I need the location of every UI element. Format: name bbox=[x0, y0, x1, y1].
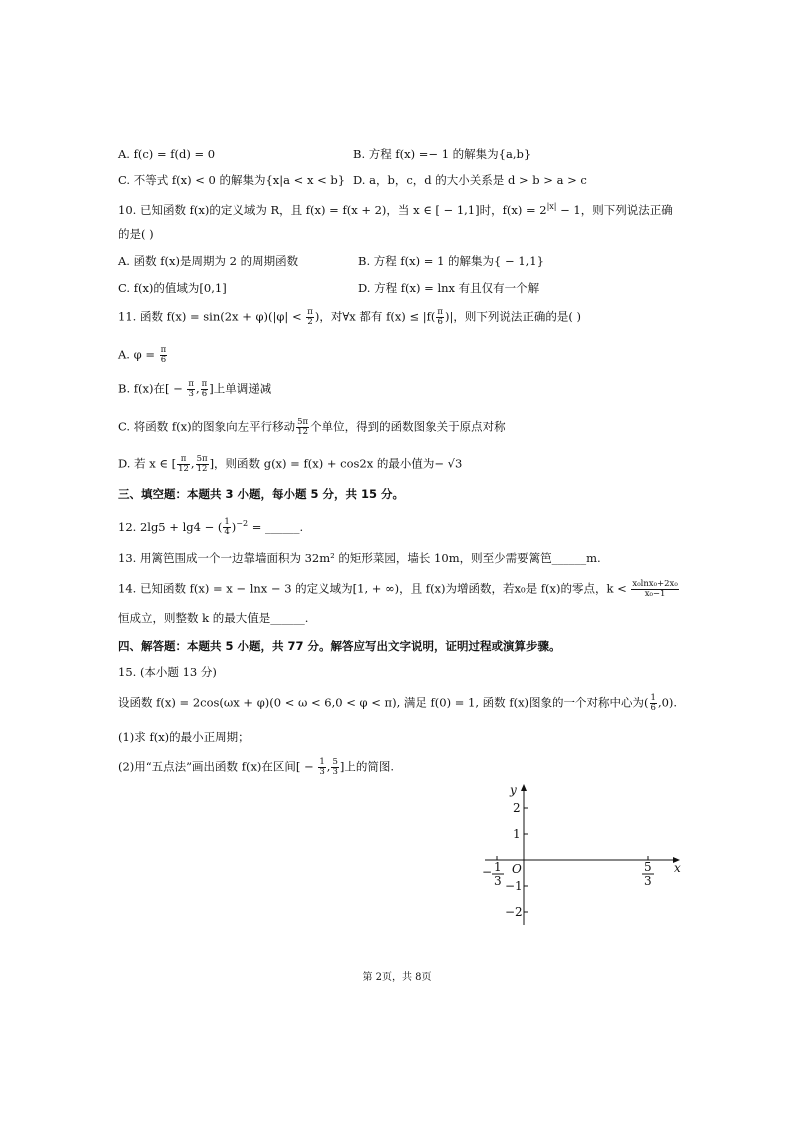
x-tick-neg-sign: − bbox=[482, 865, 493, 879]
y-axis-label: y bbox=[510, 783, 517, 797]
question-13: 13. 用篱笆围成一个一边靠墙面积为 32m² 的矩形菜园，墙长 10m，则至少需要篱笆______m. bbox=[118, 551, 601, 565]
y-tick-label-m2: −2 bbox=[505, 905, 523, 919]
question-14: 14. 已知函数 f(x) = x − lnx − 3 的定义域为[1, + ∞)，且 f(x)为增函数，若x₀是 f(x)的零点，k < $\frac{\text{x₀lnx₀+2x₀}}{\text{x₀−1}}$ bbox=[118, 579, 678, 599]
option-11c: C. 将函数 f(x)的图象向左平行移动 $\frac{5\pi}{12}$ 个单位，得到的函数图象关于原点对称 bbox=[118, 417, 506, 437]
option-9a: A. f(c) = f(d) = 0 bbox=[118, 147, 216, 161]
y-tick-label-1: 1 bbox=[513, 827, 521, 841]
question-10-stem: 10. 已知函数 f(x)的定义域为 R，且 f(x) = f(x + 2)，当 x ∈ [ − 1,1]时，$f(x) = 2^{|x|} - 1$，则下列说法正确 bbox=[118, 202, 673, 217]
origin-label: O bbox=[512, 862, 522, 876]
y-axis-arrow bbox=[521, 784, 527, 791]
option-10a: A. 函数 f(x)是周期为 2 的周期函数 bbox=[118, 254, 299, 268]
option-10b: B. 方程 f(x) = 1 的解集为{ − 1,1} bbox=[358, 254, 544, 268]
question-10-stem-cont: 的是( ) bbox=[118, 227, 154, 241]
x-axis-label: x bbox=[674, 861, 681, 875]
option-10c: C. f(x)的值域为[0,1] bbox=[118, 281, 227, 295]
question-15-stem: 设函数 f(x) = 2cos(ωx + φ)(0 < ω < 6,0 < φ < π), 满足 f(0) = 1, 函数 f(x)图象的一个对称中心为( $\frac{1}{6}$ ,0). bbox=[118, 693, 678, 713]
question-14-cont: 恒成立，则整数 k 的最大值是______. bbox=[118, 611, 309, 625]
option-11a: A. φ = $\frac{\pi}{6}$ bbox=[118, 345, 167, 365]
x-tick-neg-num: 1 bbox=[494, 860, 502, 874]
x-tick-neg-den: 3 bbox=[494, 874, 502, 888]
option-10d: D. 方程 f(x) = lnx 有且仅有一个解 bbox=[358, 281, 540, 295]
y-tick-label-2: 2 bbox=[513, 801, 521, 815]
question-15-part2: (2)用“五点法”画出函数 f(x)在区间[ − $\frac{1}{3}$ , $\frac{5}{3}$ ]上的简图. bbox=[118, 757, 395, 777]
question-12: 12. 2lg5 + lg4 − ( $\frac{1}{4}$ )$^{-2}$ = ______. bbox=[118, 517, 304, 538]
option-9c: C. 不等式 f(x) < 0 的解集为{x|a < x < b} bbox=[118, 173, 346, 187]
question-11-stem: 11. 函数 f(x) = sin(2x + φ)(|φ| < $\frac{\pi}{2}$ )，对∀x 都有 f(x) ≤ |f( $\frac{\pi}{6}$ )|，则下列说法正确的是( ) bbox=[118, 307, 581, 327]
x-tick-pos-num: 5 bbox=[644, 860, 652, 874]
coordinate-axes-figure bbox=[480, 780, 690, 930]
option-9b: B. 方程 f(x) =− 1 的解集为{a,b} bbox=[353, 147, 532, 161]
question-15-part1: (1)求 f(x)的最小正周期； bbox=[118, 730, 250, 744]
y-tick-label-m1: −1 bbox=[505, 879, 523, 893]
option-9d: D. a，b，c，d 的大小关系是 d > b > a > c bbox=[353, 173, 587, 187]
page-footer: 第 2页，共 8页 bbox=[362, 972, 432, 983]
x-tick-pos-den: 3 bbox=[644, 874, 652, 888]
option-11d: D. 若 x ∈ [ $\frac{\pi}{12}$ , $\frac{5\pi}{12}$ ]，则函数 g(x) = f(x) + cos2x 的最小值为− √3 bbox=[118, 454, 463, 474]
section-4-heading: 四、解答题：本题共 5 小题，共 77 分。解答应写出文字说明，证明过程或演算步骤。 bbox=[118, 639, 561, 653]
question-15-title: 15. (本小题 13 分) bbox=[118, 665, 217, 679]
section-3-heading: 三、填空题：本题共 3 小题，每小题 5 分，共 15 分。 bbox=[118, 487, 405, 501]
option-11b: B. f(x)在[ − $\frac{\pi}{3}$ , $\frac{\pi}{6}$ ]上单调递减 bbox=[118, 379, 272, 399]
